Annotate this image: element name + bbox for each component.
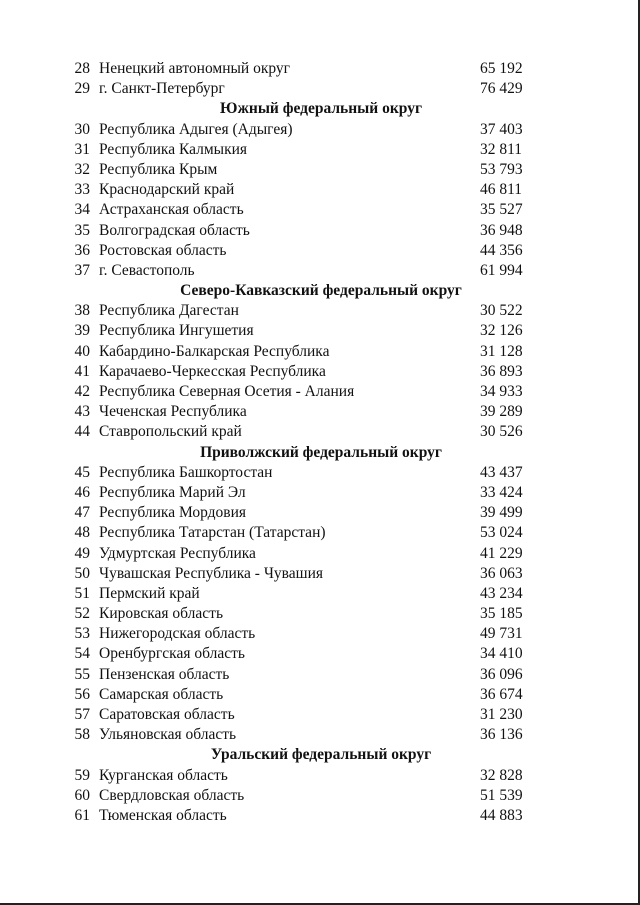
region-value: 30 526	[480, 423, 523, 441]
row-number: 28	[74, 60, 90, 77]
row-number: 29	[74, 80, 90, 98]
region-name: г. Санкт-Петербург	[99, 80, 225, 98]
table-row	[66, 79, 536, 99]
table-row	[66, 503, 536, 523]
region-value: 36 948	[480, 221, 523, 239]
table-row	[66, 766, 536, 786]
region-name: Республика Башкортостан	[99, 463, 273, 481]
region-name: Республика Мордовия	[99, 504, 247, 522]
region-name: Свердловская область	[99, 786, 245, 804]
region-name: Удмуртская Республика	[99, 544, 256, 562]
table-row	[66, 725, 536, 745]
region-value: 34 933	[480, 383, 523, 400]
row-number: 50	[74, 564, 90, 582]
row-number: 37	[74, 261, 90, 279]
region-name: Кировская область	[99, 605, 224, 623]
row-number: 52	[74, 605, 90, 623]
row-number: 43	[74, 403, 90, 421]
region-value: 39 499	[480, 504, 523, 522]
row-number: 41	[74, 362, 90, 380]
region-name: Тюменская область	[99, 806, 227, 824]
region-value: 43 234	[480, 584, 523, 602]
region-value: 32 126	[480, 322, 523, 340]
row-number: 58	[74, 726, 90, 744]
region-name: Республика Марий Эл	[99, 483, 246, 501]
region-name: Кабардино-Балкарская Республика	[99, 342, 330, 360]
row-number: 49	[74, 544, 90, 562]
row-number: 35	[74, 221, 90, 239]
row-number: 33	[74, 181, 90, 199]
region-value: 36 674	[480, 685, 523, 703]
region-name: Ульяновская область	[99, 726, 237, 744]
table-row	[66, 523, 536, 543]
table-row	[66, 59, 536, 79]
table-row	[66, 140, 536, 160]
table-row	[66, 342, 536, 362]
region-value: 36 893	[480, 362, 523, 380]
row-number: 39	[74, 322, 90, 340]
table-row	[66, 221, 536, 241]
row-number: 57	[74, 706, 90, 723]
region-value: 65 192	[480, 60, 523, 77]
table-row	[66, 180, 536, 200]
table-row	[66, 362, 536, 382]
region-value: 32 828	[480, 766, 523, 784]
region-name: Волгоградская область	[99, 221, 250, 239]
row-number: 55	[74, 665, 90, 683]
region-name: Астраханская область	[99, 201, 244, 219]
section-heading: Приволжский федеральный округ	[200, 443, 442, 461]
row-number: 61	[74, 806, 90, 824]
region-name: Чувашская Республика - Чувашия	[99, 564, 324, 582]
row-number: 46	[74, 483, 90, 501]
table-row	[66, 463, 536, 483]
table-row	[66, 644, 536, 664]
table-row	[66, 705, 536, 725]
table-row	[66, 422, 536, 442]
region-name: Ростовская область	[99, 241, 227, 259]
region-value: 49 731	[480, 625, 523, 643]
row-number: 59	[74, 766, 90, 784]
region-value: 31 230	[480, 706, 523, 723]
row-number: 51	[74, 584, 90, 602]
region-value: 36 136	[480, 726, 523, 744]
region-value: 53 793	[480, 160, 523, 178]
region-name: Республика Дагестан	[99, 302, 239, 320]
region-value: 43 437	[480, 463, 523, 481]
table-row	[66, 685, 536, 705]
region-value: 44 356	[480, 241, 523, 259]
row-number: 42	[74, 383, 90, 400]
row-number: 32	[74, 160, 90, 178]
table-row	[66, 160, 536, 180]
region-name: г. Севастополь	[99, 261, 195, 279]
section-heading: Уральский федеральный округ	[210, 746, 432, 764]
row-number: 45	[74, 463, 90, 481]
region-name: Республика Крым	[99, 160, 218, 178]
row-number: 34	[74, 201, 90, 219]
row-number: 31	[74, 140, 90, 158]
region-value: 35 185	[480, 605, 523, 623]
table-row	[66, 665, 536, 685]
table-row	[66, 321, 536, 341]
table-row	[66, 786, 536, 806]
row-number: 54	[74, 645, 90, 663]
region-value: 41 229	[480, 544, 523, 562]
table-row	[66, 624, 536, 644]
region-value: 35 527	[480, 201, 523, 219]
region-value: 37 403	[480, 120, 523, 138]
table-row	[66, 806, 536, 826]
row-number: 40	[74, 342, 90, 360]
section-heading: Северо-Кавказский федеральный округ	[180, 282, 462, 300]
region-name: Нижегородская область	[99, 625, 256, 643]
region-name: Оренбургская область	[99, 645, 245, 663]
region-name: Пензенская область	[99, 665, 230, 683]
row-number: 44	[74, 423, 90, 441]
row-number: 56	[74, 685, 90, 703]
table-row	[66, 200, 536, 220]
region-name: Краснодарский край	[99, 181, 235, 199]
region-name: Республика Ингушетия	[99, 322, 254, 340]
row-number: 60	[74, 786, 90, 804]
table-row	[66, 584, 536, 604]
row-number: 38	[74, 302, 90, 320]
region-name: Саратовская область	[99, 706, 235, 723]
table-row	[66, 261, 536, 281]
table-row	[66, 241, 536, 261]
region-value: 44 883	[480, 806, 523, 824]
row-number: 53	[74, 625, 90, 643]
region-name: Чеченская Республика	[99, 403, 247, 421]
region-name: Ставропольский край	[99, 423, 242, 441]
table-row	[66, 301, 536, 321]
region-value: 34 410	[480, 645, 523, 663]
row-number: 48	[74, 524, 90, 542]
region-table	[66, 59, 536, 826]
table-row	[66, 544, 536, 564]
table-row	[66, 564, 536, 584]
region-name: Карачаево-Черкесская Республика	[99, 362, 326, 380]
region-value: 53 024	[480, 524, 523, 542]
region-value: 36 063	[480, 564, 523, 582]
table-row	[66, 120, 536, 140]
region-value: 36 096	[480, 665, 523, 683]
region-value: 33 424	[480, 483, 523, 501]
section-heading: Южный федеральный округ	[220, 100, 422, 118]
region-value: 51 539	[480, 786, 523, 804]
table-row	[66, 604, 536, 624]
table-row	[66, 483, 536, 503]
row-number: 30	[74, 120, 90, 138]
region-name: Республика Татарстан (Татарстан)	[99, 524, 326, 542]
region-value: 32 811	[480, 140, 523, 158]
region-name: Самарская область	[99, 685, 224, 703]
region-name: Курганская область	[99, 766, 228, 784]
region-name: Республика Адыгея (Адыгея)	[99, 120, 293, 138]
row-number: 47	[74, 504, 90, 522]
region-value: 31 128	[480, 342, 523, 360]
region-name: Ненецкий автономный округ	[99, 60, 291, 77]
region-value: 39 289	[480, 403, 523, 421]
row-number: 36	[74, 241, 90, 259]
region-name: Республика Калмыкия	[99, 140, 248, 158]
table-row	[66, 382, 536, 402]
table-row	[66, 402, 536, 422]
region-value: 76 429	[480, 80, 523, 98]
region-value: 46 811	[480, 181, 523, 199]
region-value: 61 994	[480, 261, 523, 279]
region-value: 30 522	[480, 302, 523, 320]
region-name: Республика Северная Осетия - Алания	[99, 383, 355, 400]
region-name: Пермский край	[99, 584, 200, 602]
